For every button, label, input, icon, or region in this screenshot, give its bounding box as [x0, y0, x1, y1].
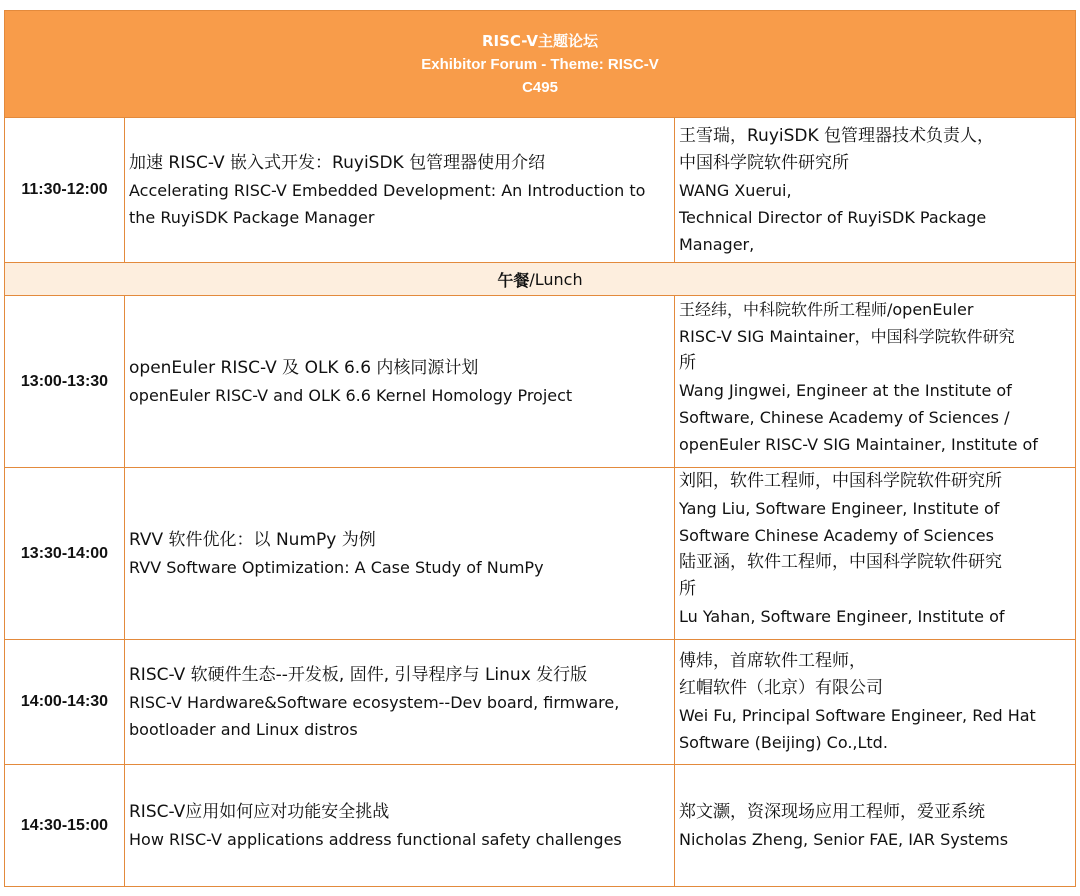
speaker-line: 刘阳，软件工程师，中国科学院软件研究所	[679, 471, 1002, 491]
talk-title-zh: RVV 软件优化：以 NumPy 为例	[129, 529, 376, 550]
talk-title-zh: 加速 RISC-V 嵌入式开发：RuyiSDK 包管理器使用介绍	[129, 152, 546, 173]
talk-title-en: openEuler RISC-V and OLK 6.6 Kernel Homology Project	[129, 385, 573, 405]
talk-title-en: the RuyiSDK Package Manager	[129, 207, 375, 227]
talk-title-zh: openEuler RISC-V 及 OLK 6.6 内核同源计划	[129, 357, 479, 378]
speaker-line: openEuler RISC-V SIG Maintainer, Institute of	[679, 435, 1038, 454]
speaker-line: Software (Beijing) Co.,Ltd.	[679, 733, 888, 752]
talk-title-en: RVV Software Optimization: A Case Study of NumPy	[129, 557, 544, 577]
session-row	[5, 468, 1075, 640]
session-speaker	[675, 640, 1075, 764]
speaker-line: 王经纬，中科院软件所工程师/openEuler	[679, 300, 974, 319]
session-talk	[125, 468, 675, 639]
session-time: 11:30-12:00	[5, 118, 125, 262]
speaker-line: Wei Fu, Principal Software Engineer, Red Hat	[679, 706, 1036, 725]
session-talk	[125, 765, 675, 886]
talk-title-en: RISC-V Hardware&Software ecosystem--Dev board, firmware,	[129, 692, 620, 712]
speaker-line: Lu Yahan, Software Engineer, Institute of	[679, 607, 1005, 626]
speaker-line: 红帽软件（北京）有限公司	[679, 678, 883, 698]
talk-title-en: How RISC-V applications address functional safety challenges	[129, 829, 622, 849]
speaker-line: Manager,	[679, 234, 755, 254]
session-row	[5, 640, 1075, 765]
speaker-line: Wang Jingwei, Engineer at the Institute of	[679, 381, 1012, 400]
talk-title-zh: RISC-V 软硬件生态--开发板, 固件, 引导程序与 Linux 发行版	[129, 664, 588, 685]
lunch-label-zh: 午餐	[497, 270, 530, 290]
session-time: 14:30-15:00	[5, 765, 125, 886]
speaker-line: RISC-V SIG Maintainer，中国科学院软件研究	[679, 327, 1015, 346]
speaker-line: 陆亚涵，软件工程师，中国科学院软件研究	[679, 552, 1002, 572]
speaker-line: WANG Xuerui,	[679, 180, 792, 200]
speaker-line: Software, Chinese Academy of Sciences /	[679, 408, 1010, 427]
session-speaker	[675, 118, 1075, 262]
session-time: 13:00-13:30	[5, 296, 125, 467]
session-row	[5, 765, 1075, 886]
session-row	[5, 296, 1075, 468]
talk-title-en: Accelerating RISC-V Embedded Development: An Introduction to	[129, 180, 646, 200]
session-talk	[125, 118, 675, 262]
speaker-line: 傅炜，首席软件工程师，	[679, 651, 866, 671]
speaker-line: 王雪瑞，RuyiSDK 包管理器技术负责人，	[679, 125, 995, 146]
speaker-line: 所	[679, 579, 696, 599]
lunch-row	[5, 263, 1075, 296]
session-speaker	[675, 765, 1075, 886]
session-time: 14:00-14:30	[5, 640, 125, 764]
session-speaker	[675, 296, 1075, 467]
session-talk	[125, 296, 675, 467]
talk-title-en: bootloader and Linux distros	[129, 719, 358, 739]
agenda-table	[4, 10, 1076, 887]
speaker-line: Software Chinese Academy of Sciences	[679, 526, 994, 545]
speaker-line: Technical Director of RuyiSDK Package	[679, 207, 987, 227]
forum-title-zh: RISC-V主题论坛	[481, 31, 599, 50]
talk-title-zh: RISC-V应用如何应对功能安全挑战	[129, 801, 390, 822]
forum-title-en: Exhibitor Forum - Theme: RISC-V	[421, 55, 659, 73]
session-talk	[125, 640, 675, 764]
speaker-line: Yang Liu, Software Engineer, Institute of	[679, 499, 1000, 518]
session-time: 13:30-14:00	[5, 468, 125, 639]
speaker-line: 中国科学院软件研究所	[679, 152, 849, 173]
speaker-line: 所	[679, 353, 696, 373]
speaker-line: 郑文灏，资深现场应用工程师，爱亚系统	[679, 801, 985, 822]
lunch-label-en: /Lunch	[529, 269, 583, 289]
session-row	[5, 118, 1075, 263]
forum-room: C495	[522, 78, 558, 96]
speaker-line: Nicholas Zheng, Senior FAE, IAR Systems	[679, 829, 1009, 849]
forum-header	[5, 11, 1075, 118]
session-speaker	[675, 468, 1075, 639]
